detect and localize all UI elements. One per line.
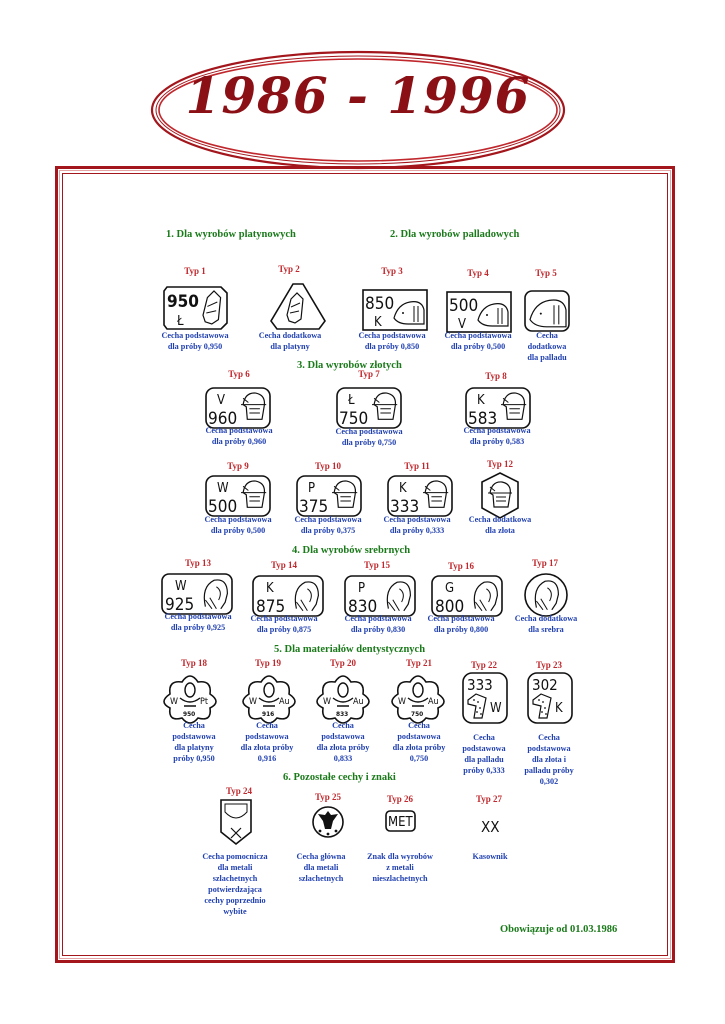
typ-label: Typ 4 <box>467 268 489 278</box>
svg-text:K: K <box>374 315 382 330</box>
caption-line: Cecha <box>183 721 205 730</box>
caption-line: próby 0,333 <box>463 766 505 775</box>
caption-line: Cecha główna <box>296 852 346 861</box>
svg-text:P: P <box>308 481 316 496</box>
svg-text:W: W <box>175 579 187 594</box>
svg-text:Pt: Pt <box>200 697 209 707</box>
typ-label: Typ 9 <box>227 461 249 471</box>
svg-text:Ł: Ł <box>177 314 184 329</box>
typ-label: Typ 21 <box>405 658 433 668</box>
caption-line: podstawowa <box>172 732 216 741</box>
caption-line: próby 0,950 <box>173 754 215 763</box>
svg-text:MET: MET <box>388 815 413 830</box>
svg-text:950: 950 <box>167 292 199 312</box>
caption-line: Kasownik <box>472 852 508 861</box>
svg-text:800: 800 <box>435 597 465 617</box>
caption-line: Cecha podstawowa <box>358 331 426 340</box>
page-title: 1986 - 1996 <box>185 66 531 125</box>
caption-line: dla palladu <box>527 353 567 362</box>
svg-text:V: V <box>458 317 466 332</box>
hallmark-caption <box>189 425 289 447</box>
svg-text:830: 830 <box>348 597 378 617</box>
caption-line: dla próby 0,830 <box>350 625 406 634</box>
caption-line: szlachetnych <box>298 874 344 883</box>
svg-text:Au: Au <box>353 697 364 707</box>
typ-label: Typ 8 <box>485 371 507 381</box>
caption-line: dla złota próby <box>240 743 294 752</box>
hallmark-caption <box>450 514 550 536</box>
svg-text:K: K <box>555 701 563 716</box>
svg-text:W: W <box>398 697 407 707</box>
caption-line: dla próby 0,583 <box>469 437 525 446</box>
caption-line: dla złota i <box>531 755 567 764</box>
caption-line: Cecha podstawowa <box>463 426 531 435</box>
caption-line: Cecha podstawowa <box>383 515 451 524</box>
typ-label: Typ 23 <box>535 660 563 670</box>
typ-label: Typ 3 <box>381 266 403 276</box>
typ-label: Typ 11 <box>404 461 430 471</box>
caption-line: Cecha <box>538 733 560 742</box>
svg-text:333: 333 <box>390 497 420 517</box>
caption-line: 0,916 <box>257 754 277 763</box>
hallmark-caption <box>440 851 540 862</box>
hallmark-caption <box>145 330 245 352</box>
caption-line: Cecha podstawowa <box>164 612 232 621</box>
caption-line: Cecha podstawowa <box>294 515 362 524</box>
caption-line: Cecha dodatkowa <box>514 614 578 623</box>
caption-line: dla złota <box>485 526 515 535</box>
caption-line: Cecha dodatkowa <box>258 331 322 340</box>
typ-label: Typ 13 <box>184 558 212 568</box>
dental-quatrefoil-hallmark-icon <box>243 674 309 720</box>
svg-text:G: G <box>445 581 455 596</box>
svg-text:V: V <box>217 393 225 408</box>
caption-line: Cecha podstawowa <box>250 614 318 623</box>
dental-quatrefoil-hallmark-icon <box>392 674 458 720</box>
svg-text:583: 583 <box>468 409 498 429</box>
section-heading-silver: 4. Dla wyrobów srebrnych <box>292 545 411 556</box>
caption-line: dla próby 0,925 <box>170 623 226 632</box>
svg-text:Au: Au <box>279 697 290 707</box>
horse-head-triangle-hallmark-icon <box>267 283 333 329</box>
dental-quatrefoil-hallmark-icon <box>317 674 383 720</box>
caption-line: dla platyny <box>174 743 214 752</box>
svg-text:950: 950 <box>183 710 196 718</box>
svg-text:Au: Au <box>428 697 439 707</box>
caption-line: Cecha <box>408 721 430 730</box>
caption-line: wybite <box>223 907 247 916</box>
typ-label: Typ 22 <box>470 660 498 670</box>
section-heading-gold: 3. Dla wyrobów złotych <box>297 360 402 371</box>
leopard-head-hallmark-icon <box>527 672 593 726</box>
caption-line: palladu próby <box>524 766 574 775</box>
caption-line: dla próby 0,960 <box>211 437 267 446</box>
woman-head-circle-hallmark-icon <box>523 572 589 618</box>
caption-line: podstawowa <box>397 732 441 741</box>
caption-line: dla próby 0,333 <box>389 526 445 535</box>
caption-line: Cecha podstawowa <box>344 614 412 623</box>
hallmark-caption <box>496 613 596 635</box>
caption-line: Znak dla wyrobów <box>367 852 433 861</box>
hallmark-caption <box>350 851 450 884</box>
svg-text:W: W <box>170 697 179 707</box>
section-heading-dental: 5. Dla materiałów dentystycznych <box>274 644 426 655</box>
svg-text:960: 960 <box>208 409 238 429</box>
caption-line: dla próby 0,375 <box>300 526 356 535</box>
caption-line: dla próby 0,875 <box>256 625 312 634</box>
hallmark-caption <box>240 330 340 352</box>
svg-text:375: 375 <box>299 497 329 517</box>
caption-line: dla próby 0,500 <box>450 342 506 351</box>
caption-line: Cecha podstawowa <box>335 427 403 436</box>
svg-text:850: 850 <box>365 294 395 314</box>
dental-quatrefoil-hallmark-icon <box>164 674 230 720</box>
caption-line: podstawowa <box>462 744 506 753</box>
svg-text:K: K <box>477 393 485 408</box>
svg-text:P: P <box>358 581 366 596</box>
svg-text:500: 500 <box>208 497 238 517</box>
caption-line: dla próby 0,850 <box>364 342 420 351</box>
typ-label: Typ 15 <box>363 560 391 570</box>
svg-text:750: 750 <box>411 710 424 718</box>
hallmark-caption <box>342 330 442 352</box>
typ-label: Typ 5 <box>535 268 557 278</box>
hallmark-caption <box>499 732 599 787</box>
section-heading-platinum: 1. Dla wyrobów platynowych <box>166 229 296 240</box>
caption-line: 0,750 <box>409 754 429 763</box>
hallmark-caption <box>234 613 334 635</box>
caption-line: podstawowa <box>321 732 365 741</box>
dog-head-hallmark-icon <box>362 288 428 334</box>
caption-line: dla palladu <box>464 755 504 764</box>
caption-line: Cecha <box>536 331 558 340</box>
typ-label: Typ 12 <box>486 459 514 469</box>
caption-line: 0,833 <box>333 754 353 763</box>
svg-text:K: K <box>266 581 274 596</box>
svg-text:925: 925 <box>165 595 195 615</box>
caption-line: dla złota próby <box>392 743 446 752</box>
svg-text:W: W <box>249 697 258 707</box>
caption-line: Cecha <box>473 733 495 742</box>
hallmark-caption <box>188 514 288 536</box>
typ-label: Typ 10 <box>314 461 342 471</box>
caption-line: Cecha dodatkowa <box>468 515 532 524</box>
hallmark-caption <box>185 851 285 917</box>
caption-line: dla platyny <box>270 342 310 351</box>
caption-line: Cecha podstawowa <box>427 614 495 623</box>
hallmark-caption <box>497 330 597 363</box>
svg-text:302: 302 <box>532 676 558 694</box>
typ-label: Typ 1 <box>184 266 206 276</box>
caption-line: cechy poprzednio <box>204 896 266 905</box>
typ-label: Typ 20 <box>329 658 357 668</box>
caption-line: Cecha podstawowa <box>204 515 272 524</box>
shield-hallmark-icon <box>219 798 285 848</box>
caption-line: dla metali <box>303 863 339 872</box>
caption-line: szlachetnych <box>212 874 258 883</box>
svg-text:Ł: Ł <box>348 393 355 408</box>
effective-date-note: Obowiązuje od 01.03.1986 <box>500 924 618 935</box>
caption-line: dla srebra <box>528 625 564 634</box>
svg-text:833: 833 <box>336 710 349 718</box>
typ-label: Typ 19 <box>254 658 282 668</box>
caption-line: dodatkowa <box>527 342 567 351</box>
caption-line: dla złota próby <box>316 743 370 752</box>
caption-line: potwierdzająca <box>208 885 262 894</box>
caption-line: podstawowa <box>527 744 571 753</box>
svg-text:750: 750 <box>339 409 369 429</box>
hallmark-caption <box>278 514 378 536</box>
caption-line: Cecha <box>332 721 354 730</box>
hallmark-caption <box>447 425 547 447</box>
typ-label: Typ 14 <box>270 560 298 570</box>
typ-label: Typ 2 <box>278 264 300 274</box>
svg-text:333: 333 <box>467 676 493 694</box>
svg-text:K: K <box>399 481 407 496</box>
svg-text:XX: XX <box>481 818 500 836</box>
caption-line: Cecha pomocnicza <box>202 852 268 861</box>
typ-label: Typ 16 <box>447 561 475 571</box>
caption-line: podstawowa <box>245 732 289 741</box>
caption-line: dla metali <box>217 863 253 872</box>
knight-helmet-hexagon-hallmark-icon <box>480 472 546 518</box>
caption-line: Cecha <box>256 721 278 730</box>
horse-head-hallmark-icon <box>163 285 229 331</box>
svg-text:916: 916 <box>262 710 275 718</box>
typ-label: Typ 7 <box>358 369 380 379</box>
hallmark-caption <box>319 426 419 448</box>
caption-line: 0,302 <box>539 777 559 786</box>
section-heading-palladium: 2. Dla wyrobów palladowych <box>390 229 520 240</box>
caption-line: dla próby 0,750 <box>341 438 397 447</box>
typ-label: Typ 6 <box>228 369 250 379</box>
typ-label: Typ 24 <box>225 786 253 796</box>
met-hallmark-icon <box>385 810 451 856</box>
caption-line: dla próby 0,800 <box>433 625 489 634</box>
typ-label: Typ 26 <box>386 794 414 804</box>
svg-text:W: W <box>490 701 502 716</box>
leopard-head-hallmark-icon <box>462 672 528 726</box>
typ-label: Typ 27 <box>475 794 503 804</box>
caption-line: Cecha podstawowa <box>444 331 512 340</box>
eagle-circle-hallmark-icon <box>311 805 377 851</box>
typ-label: Typ 18 <box>180 658 208 668</box>
svg-text:W: W <box>217 481 229 496</box>
typ-label: Typ 25 <box>314 792 342 802</box>
caption-line: z metali <box>386 863 414 872</box>
caption-line: dla próby 0,500 <box>210 526 266 535</box>
section-heading-other: 6. Pozostałe cechy i znaki <box>283 772 396 783</box>
svg-text:W: W <box>323 697 332 707</box>
caption-line: nieszlachetnych <box>372 874 428 883</box>
svg-text:500: 500 <box>449 296 479 316</box>
caption-line: dla próby 0,950 <box>167 342 223 351</box>
hallmark-caption <box>148 611 248 633</box>
caption-line: Cecha podstawowa <box>161 331 229 340</box>
svg-text:875: 875 <box>256 597 286 617</box>
caption-line: Cecha podstawowa <box>205 426 273 435</box>
typ-label: Typ 17 <box>531 558 559 568</box>
